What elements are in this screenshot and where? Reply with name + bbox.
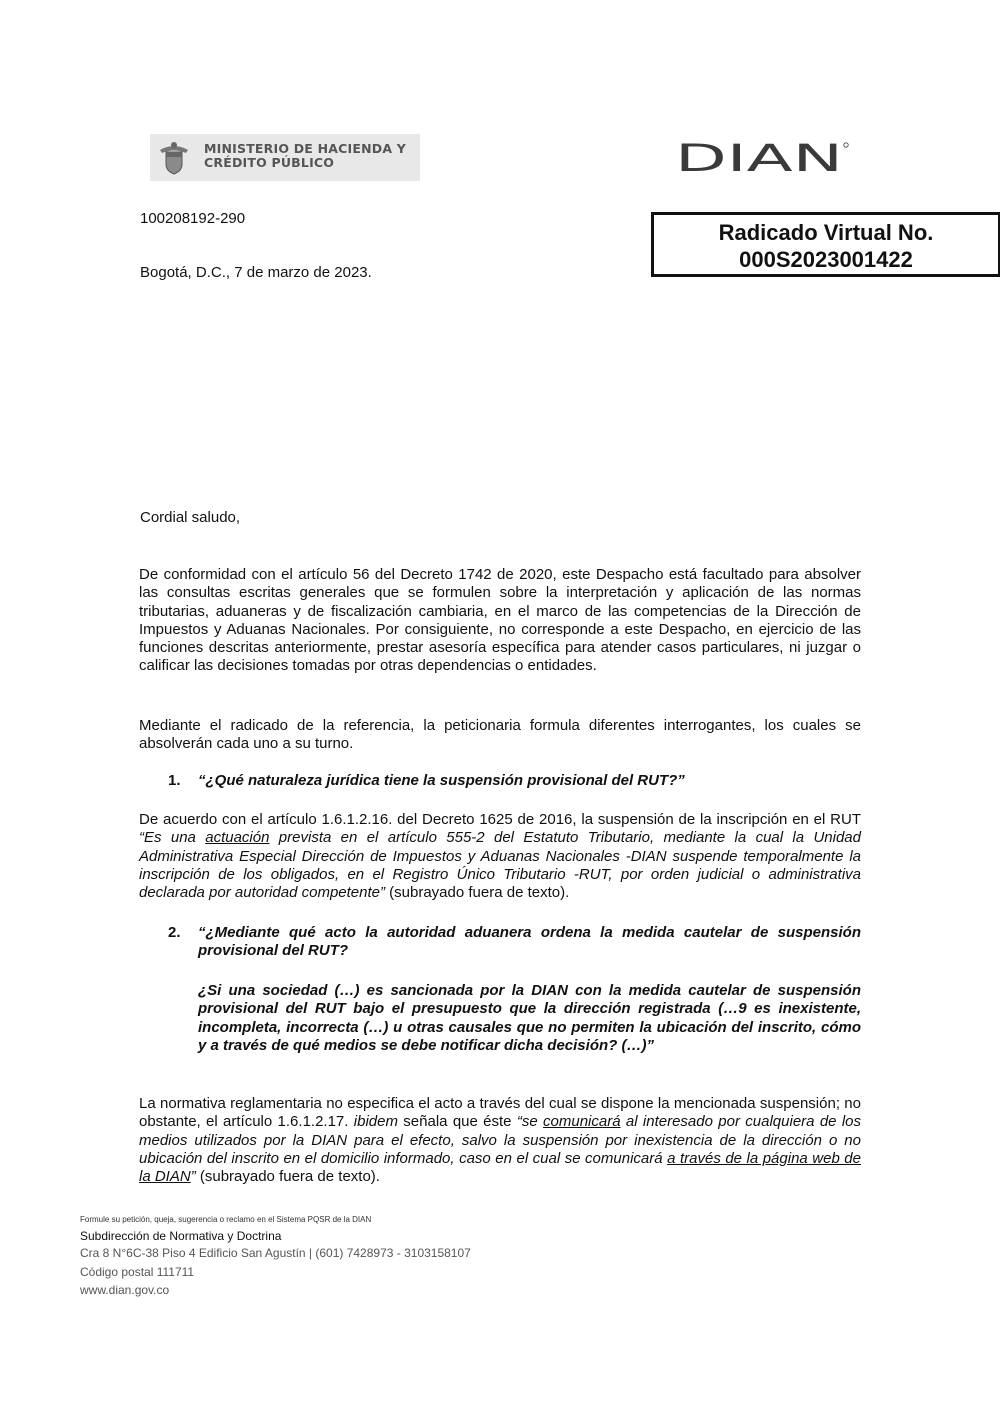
footer-postal-code: Código postal 111711 (80, 1265, 195, 1279)
answer-2-underlined-web: a través de la página web de la DIAN (139, 1149, 861, 1186)
answer-1-intro: De acuerdo con el artículo 1.6.1.2.16. del Decreto 1625 de 2016, la suspensión de la inscripción en el RUT (139, 811, 861, 828)
answer-2-underlined-comunicara: comunicará (543, 1113, 621, 1131)
ministry-name: MINISTERIO DE HACIENDA Y CRÉDITO PÚBLICO (204, 141, 407, 170)
footer-pqsr-note: Formule su petición, queja, sugerencia o reclamo en el Sistema PQSR de la DIAN (80, 1215, 372, 1224)
question-2-text: “¿Mediante qué acto la autoridad aduanera ordena la medida cautelar de suspensión provisional del RUT? (198, 924, 861, 960)
radicado-number: 000S2023001422 (739, 247, 913, 272)
footer-department: Subdirección de Normativa y Doctrina (80, 1229, 282, 1243)
answer-1-paragraph (139, 811, 861, 902)
radicado-label: Radicado Virtual No. (718, 220, 934, 245)
answer-1-note: (subrayado fuera de texto). (385, 884, 570, 902)
answer-2-ibidem: ibidem (353, 1113, 398, 1131)
answer-2-quote-open: “se (516, 1113, 544, 1131)
greeting: Cordial saludo, (140, 509, 241, 526)
answer-1-quote: prevista en el artículo 555-2 del Estatuto Tributario, mediante la cual la Unidad Administrativa Especial Dirección de Impuestos y Aduanas Nacionales -DIAN suspende temporalmente la inscripción de los obligados, en el Registro Único Tributario -RUT, por orden judicial o administrativa declarada por autoridad competente” (139, 829, 861, 902)
answer-2-note: (subrayado fuera de texto). (195, 1168, 380, 1186)
answer-1-underlined: actuación (205, 829, 270, 847)
footer-website-link[interactable]: www.dian.gov.co (80, 1283, 170, 1297)
question-1-number: 1. (168, 772, 181, 789)
question-2-number: 2. (168, 924, 181, 941)
paragraph-competence: De conformidad con el artículo 56 del Decreto 1742 de 2020, este Despacho está facultado para absolver las consultas escritas generales que se formulen sobre la interpretación y aplicación de las normas tributarias, aduaneras y de fiscalización cambiaria, en el marco de las competencias de la Dirección de Impuestos y Aduanas Nacionales. Por consiguiente, no corresponde a este Despacho, en ejercicio de las funciones descritas anteriormente, prestar asesoría específica para atender casos particulares, ni juzgar o calificar las decisiones tomadas por otras dependencias o entidades. (139, 566, 861, 675)
footer-address: Cra 8 N°6C-38 Piso 4 Edificio San Agustín | (601) 7428973 - 3103158107 (80, 1246, 471, 1260)
document-number: 100208192-290 (140, 210, 246, 227)
radicado-stamp (651, 212, 1000, 277)
answer-2-says: señala que éste (397, 1113, 517, 1131)
answer-1-quote-open: “Es una (139, 829, 206, 847)
question-2-text-continued: ¿Si una sociedad (…) es sancionada por la DIAN con la medida cautelar de suspensión provisional del RUT bajo el presupuesto que la dirección registrada (…9 es inexistente, incompleta, incorrecta (…) u otras causales que no permiten la ubicación del inscrito, cómo y a través de qué medios se debe notificar dicha decisión? (…)” (198, 982, 861, 1054)
coat-of-arms-icon (156, 140, 192, 176)
paragraph-petition: Mediante el radicado de la referencia, la peticionaria formula diferentes interrogantes, los cuales se absolverán cada uno a su turno. (139, 717, 861, 753)
dian-logo-text: DIAN (675, 140, 843, 176)
ministry-logo (150, 134, 420, 181)
dian-logo (675, 140, 850, 176)
question-1-text: “¿Qué naturaleza jurídica tiene la suspensión provisional del RUT?” (198, 772, 685, 789)
answer-2-paragraph (139, 1095, 861, 1186)
answer-2-quote: al interesado por cualquiera de los medios utilizados por la DIAN para el efecto, salvo la suspensión por inexistencia de la dirección o no ubicación del inscrito en el domicilio informado, caso en el cual se comunicará (139, 1113, 862, 1167)
place-and-date: Bogotá, D.C., 7 de marzo de 2023. (140, 264, 372, 281)
answer-2-intro: La normativa reglamentaria no especifica el acto a través del cual se dispone la mencionada suspensión; no obstante, el artículo 1.6.1.2.17. (139, 1095, 861, 1131)
answer-2-quote-close: ” (190, 1168, 196, 1186)
